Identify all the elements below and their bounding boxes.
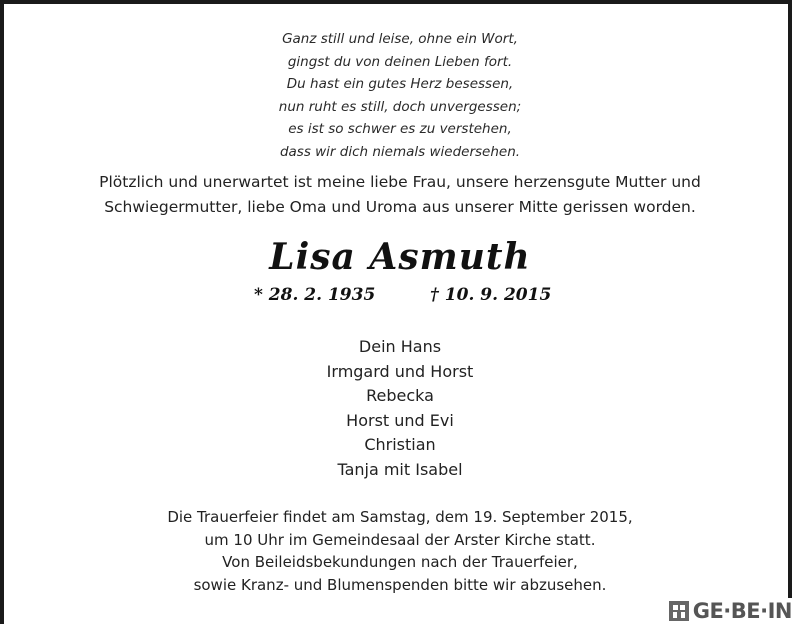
poem-line: nun ruht es still, doch unvergessen; bbox=[278, 98, 522, 115]
birth-date: * 28. 2. 1935 bbox=[254, 285, 376, 305]
poem-line: Du hast ein gutes Herz besessen, bbox=[286, 76, 514, 93]
announcement-line: Schwiegermutter, liebe Oma und Uroma aus unserer Mitte gerissen worden. bbox=[104, 198, 696, 216]
mourner-name: Irmgard und Horst bbox=[326, 361, 474, 381]
mourner-name: Christian bbox=[364, 435, 436, 455]
poem-line: dass wir dich niemals wiedersehen. bbox=[279, 143, 521, 160]
poem-line: Ganz still und leise, ohne ein Wort, bbox=[282, 31, 518, 47]
mourner-name: Rebecka bbox=[366, 386, 434, 406]
mourner-name: Horst und Evi bbox=[346, 410, 454, 430]
funeral-info-line: Die Trauerfeier findet am Samstag, dem 19. September 2015, bbox=[167, 508, 633, 526]
announcement-line: Plötzlich und unerwartet ist meine liebe Frau, unsere herzensgute Mutter und bbox=[99, 173, 701, 191]
mourners-list bbox=[0, 335, 800, 483]
deceased-name: Lisa Asmuth bbox=[269, 236, 531, 278]
funeral-info-line: um 10 Uhr im Gemeindesaal der Arster Kirche statt. bbox=[204, 530, 596, 549]
funeral-info bbox=[0, 506, 800, 596]
gebein-logo-icon bbox=[669, 601, 689, 621]
poem bbox=[0, 28, 800, 164]
gebein-logo bbox=[665, 598, 794, 624]
announcement-text bbox=[0, 170, 800, 220]
funeral-info-line: Von Beileidsbekundungen nach der Trauerfeier, bbox=[222, 553, 578, 571]
gebein-logo-text: GE·BE·IN bbox=[692, 599, 792, 623]
funeral-info-line: sowie Kranz- und Blumenspenden bitte wir abzusehen. bbox=[193, 575, 607, 594]
mourner-name: Tanja mit Isabel bbox=[337, 459, 463, 479]
poem-line: gingst du von deinen Lieben fort. bbox=[287, 53, 513, 70]
mourner-name: Dein Hans bbox=[358, 337, 442, 356]
death-date: † 10. 9. 2015 bbox=[430, 285, 552, 305]
poem-line: es ist so schwer es zu verstehen, bbox=[288, 121, 512, 138]
